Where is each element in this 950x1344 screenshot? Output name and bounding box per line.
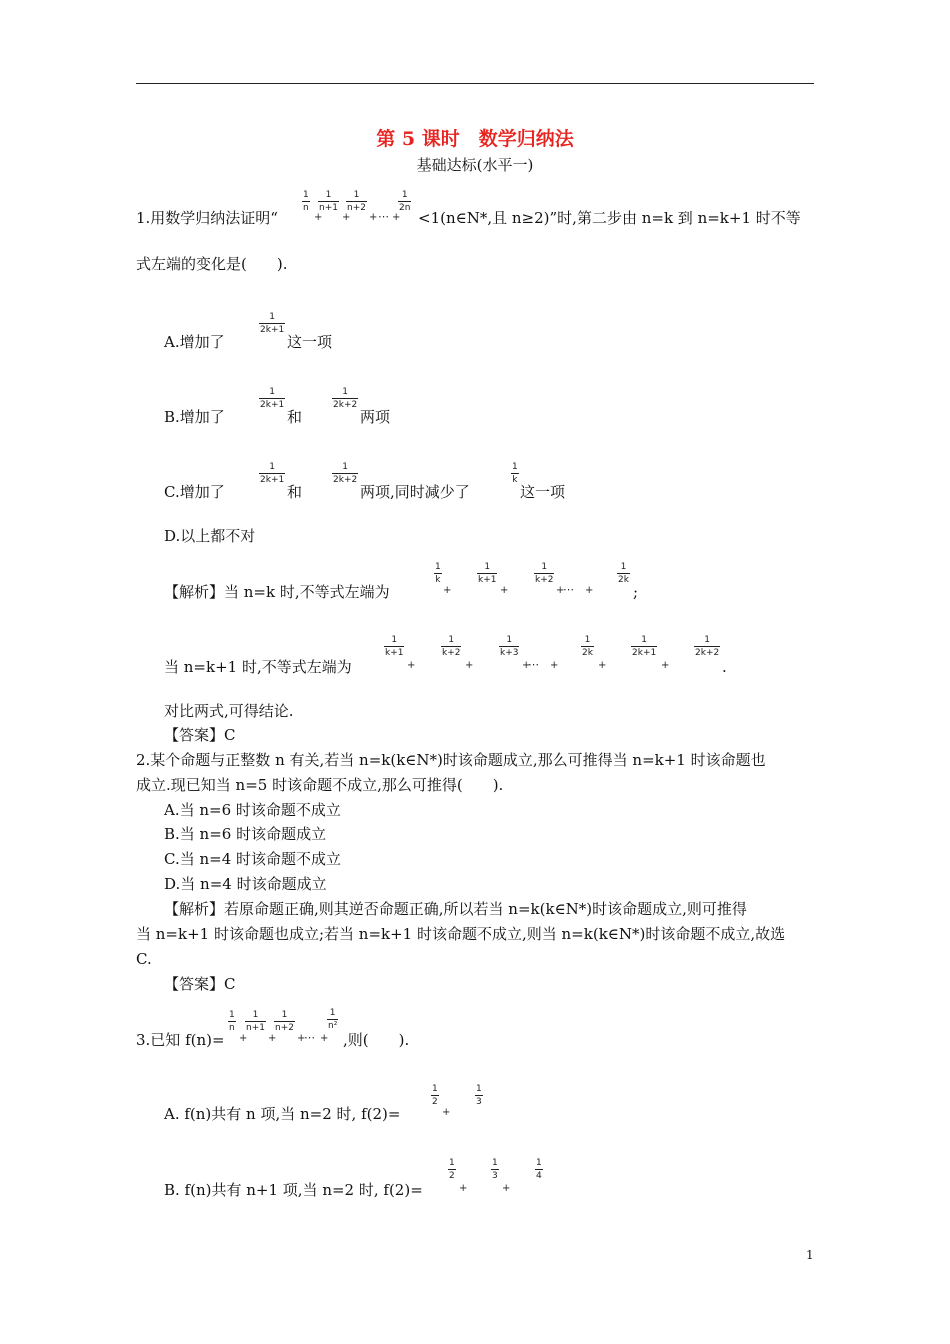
fraction-bar [631,646,657,647]
fraction-bar [448,1169,456,1170]
q2-option-a: A.当 n=6 时该命题不成立 [164,801,341,819]
fraction-bar [332,398,358,399]
fraction-denominator: 2k+2 [695,648,720,658]
fraction-denominator: 2k [618,575,629,585]
fraction-denominator: 2k+1 [260,475,285,485]
plus-sign: + [320,1033,329,1044]
fraction-denominator: n [229,1023,235,1033]
q1-stem-frac-3 [346,190,367,213]
q1-option-c-frac-1 [259,462,285,485]
fraction-denominator: 2n [399,203,411,213]
fraction-numerator: 1 [506,635,513,645]
q3-option-a: A. f(n)共有 n 项,当 n=2 时, f(2)= [164,1105,401,1123]
fraction-denominator: k [512,475,518,485]
q1-option-b-frac-2 [332,387,358,410]
q1-stem-frac-2 [318,190,339,213]
fraction-bar [228,1021,236,1022]
fraction-numerator: 1 [512,462,518,472]
plus-sign: + [550,660,559,671]
q3-stem-frac-1 [228,1010,236,1033]
fraction-numerator: 1 [620,562,627,572]
q1-sol1-frac-2 [477,562,497,585]
ellipsis: ⋯ [378,210,389,223]
fraction-bar [499,646,519,647]
fraction-numerator: 1 [391,635,398,645]
ellipsis: ⋯ [528,658,539,671]
plus-sign: + [522,660,531,671]
fraction-numerator: 1 [484,562,491,572]
lesson-subtitle: 基础达标(水平一) [416,156,534,174]
q3-option-a-frac-1 [431,1084,439,1107]
fraction-bar [581,646,594,647]
plus-sign: + [556,585,565,596]
plus-sign: + [585,585,594,596]
fraction-bar [431,1095,439,1096]
plus-sign: + [442,1107,451,1118]
plus-sign: + [500,585,509,596]
q1-sol2-frac-4 [581,635,594,658]
fraction-denominator: n [303,203,309,213]
plus-sign: + [369,212,378,223]
fraction-bar [332,473,358,474]
q1-option-b-and: 和 [287,408,303,426]
fraction-bar [491,1169,499,1170]
fraction-bar [398,201,411,202]
fraction-bar [259,473,285,474]
fraction-numerator: 1 [342,462,348,472]
fraction-numerator: 1 [432,1084,438,1094]
q1-option-c-tail: 这一项 [520,483,566,501]
fraction-denominator: 2k+2 [333,475,358,485]
fraction-numerator: 1 [329,1008,336,1018]
fraction-denominator: 3 [492,1171,498,1181]
q1-stem-end: <1(n∈N*,且 n≥2)”时,第二步由 n=k 到 n=k+1 时不等 [418,209,801,227]
q3-stem-end: ,则( ). [343,1031,410,1049]
q1-stem-frac-1 [302,190,310,213]
fraction-denominator: 2k [582,648,593,658]
fraction-denominator: n² [328,1021,338,1031]
fraction-denominator: 2 [432,1097,438,1107]
q2-solution-line1: 【解析】若原命题正确,则其逆否命题正确,所以若当 n=k(k∈N*)时该命题成立,则可推得 [164,900,747,918]
q2-stem-line2: 成立.现已知当 n=5 时该命题不成立,那么可推得( ). [136,776,504,794]
q1-sol2-end: . [722,658,727,676]
fraction-denominator: k+1 [478,575,497,585]
fraction-numerator: 1 [536,1158,542,1168]
fraction-numerator: 1 [448,635,455,645]
fraction-bar [384,646,404,647]
fraction-numerator: 1 [435,562,441,572]
fraction-denominator: n+2 [347,203,366,213]
q1-option-c-mid: 两项,同时减少了 [360,483,470,501]
plus-sign: + [392,212,401,223]
fraction-denominator: n+2 [275,1023,294,1033]
fraction-numerator: 1 [269,312,275,322]
plus-sign: + [297,1033,306,1044]
fraction-numerator: 1 [641,635,647,645]
fraction-denominator: 3 [476,1097,482,1107]
fraction-numerator: 1 [281,1010,288,1020]
q1-solution-line1: 【解析】当 n=k 时,不等式左端为 [164,583,390,601]
plus-sign: + [443,585,452,596]
fraction-denominator: k+1 [385,648,404,658]
fraction-bar [694,646,720,647]
fraction-numerator: 1 [303,190,309,200]
q1-sol1-frac-3 [534,562,554,585]
q1-option-c-frac-2 [332,462,358,485]
fraction-denominator: k+3 [500,648,519,658]
q1-option-a-frac [259,312,285,335]
fraction-denominator: n+1 [319,203,338,213]
q1-option-a-label: A.增加了 [164,333,225,351]
q2-solution-line3: C. [136,950,152,968]
fraction-bar [475,1095,483,1096]
fraction-denominator: 2k+1 [260,325,285,335]
q1-sol2-frac-1 [384,635,404,658]
plus-sign: + [407,660,416,671]
plus-sign: + [465,660,474,671]
q1-option-b-frac-1 [259,387,285,410]
plus-sign: + [239,1033,248,1044]
fraction-numerator: 1 [541,562,548,572]
fraction-denominator: k+2 [442,648,461,658]
q1-sol1-frac-1 [434,562,442,585]
q1-sol2-frac-6 [694,635,720,658]
ellipsis: ⋯ [304,1031,315,1044]
fraction-numerator: 1 [704,635,710,645]
fraction-numerator: 1 [325,190,332,200]
q2-stem-line1: 2.某个命题与正整数 n 有关,若当 n=k(k∈N*)时该命题成立,那么可推得当 n=k+1 时该命题也 [136,751,766,769]
plus-sign: + [661,660,670,671]
fraction-bar [441,646,461,647]
q3-option-b-frac-2 [491,1158,499,1181]
fraction-denominator: n+1 [246,1023,265,1033]
plus-sign: + [268,1033,277,1044]
fraction-numerator: 1 [401,190,408,200]
fraction-numerator: 1 [584,635,591,645]
plus-sign: + [342,212,351,223]
fraction-denominator: 2 [449,1171,455,1181]
q3-option-b-frac-3 [535,1158,543,1181]
q1-stem-frac-4 [398,190,411,213]
q2-solution-line2: 当 n=k+1 时该命题也成立;若当 n=k+1 时该命题不成立,则当 n=k(k∈N*)时该命题不成立,故选 [136,925,786,943]
q3-option-a-frac-2 [475,1084,483,1107]
q1-option-d: D.以上都不对 [164,527,256,545]
q1-stem-start: 1.用数学归纳法证明“ [136,209,278,227]
fraction-denominator: k+2 [535,575,554,585]
plus-sign: + [459,1183,468,1194]
plus-sign: + [314,212,323,223]
fraction-denominator: 2k+1 [632,648,657,658]
q3-stem-start: 3.已知 f(n)= [136,1031,225,1049]
q2-option-d: D.当 n=4 时该命题成立 [164,875,327,893]
q1-sol2-frac-5 [631,635,657,658]
fraction-bar [318,201,339,202]
q3-option-b: B. f(n)共有 n+1 项,当 n=2 时, f(2)= [164,1181,423,1199]
fraction-numerator: 1 [252,1010,259,1020]
q1-sol1-frac-4 [617,562,630,585]
q1-option-b-tail: 两项 [360,408,391,426]
fraction-bar [302,201,310,202]
fraction-bar [535,1169,543,1170]
fraction-numerator: 1 [342,387,348,397]
plus-sign: + [502,1183,511,1194]
lesson-title: 第 5 课时 数学归纳法 [376,128,574,150]
fraction-numerator: 1 [492,1158,498,1168]
fraction-bar [259,398,285,399]
fraction-denominator: 4 [536,1171,542,1181]
fraction-bar [274,1021,295,1022]
fraction-numerator: 1 [269,387,275,397]
fraction-bar [617,573,630,574]
fraction-bar [259,323,285,324]
q1-solution-line2: 当 n=k+1 时,不等式左端为 [164,658,352,676]
q2-option-c: C.当 n=4 时该命题不成立 [164,850,342,868]
header-rule [136,83,814,84]
fraction-numerator: 1 [449,1158,455,1168]
fraction-bar [511,473,519,474]
ellipsis: ⋯ [563,583,574,596]
q1-answer: 【答案】C [164,726,236,744]
q1-sol2-frac-2 [441,635,461,658]
q1-option-c-and: 和 [287,483,303,501]
q3-stem-frac-2 [245,1010,266,1033]
q1-stem-line2: 式左端的变化是( ). [136,255,288,273]
fraction-denominator: 2k+1 [260,400,285,410]
fraction-bar [327,1019,338,1020]
fraction-denominator: k [435,575,441,585]
page-number: 1 [806,1248,814,1262]
fraction-denominator: 2k+2 [333,400,358,410]
fraction-numerator: 1 [229,1010,235,1020]
q1-option-a-tail: 这一项 [287,333,333,351]
q1-option-c-label: C.增加了 [164,483,225,501]
q1-solution-line3: 对比两式,可得结论. [164,702,294,720]
fraction-bar [534,573,554,574]
fraction-numerator: 1 [353,190,360,200]
fraction-bar [434,573,442,574]
fraction-bar [346,201,367,202]
q1-sol2-frac-3 [499,635,519,658]
q3-stem-frac-3 [274,1010,295,1033]
fraction-numerator: 1 [269,462,275,472]
fraction-bar [245,1021,266,1022]
fraction-numerator: 1 [476,1084,482,1094]
q3-stem-frac-4 [327,1008,338,1031]
q1-option-b-label: B.增加了 [164,408,225,426]
plus-sign: + [598,660,607,671]
q1-sol1-end: ; [633,583,639,601]
q1-option-c-frac-3 [511,462,519,485]
q2-option-b: B.当 n=6 时该命题成立 [164,825,327,843]
fraction-bar [477,573,497,574]
q2-answer: 【答案】C [164,975,236,993]
q3-option-b-frac-1 [448,1158,456,1181]
